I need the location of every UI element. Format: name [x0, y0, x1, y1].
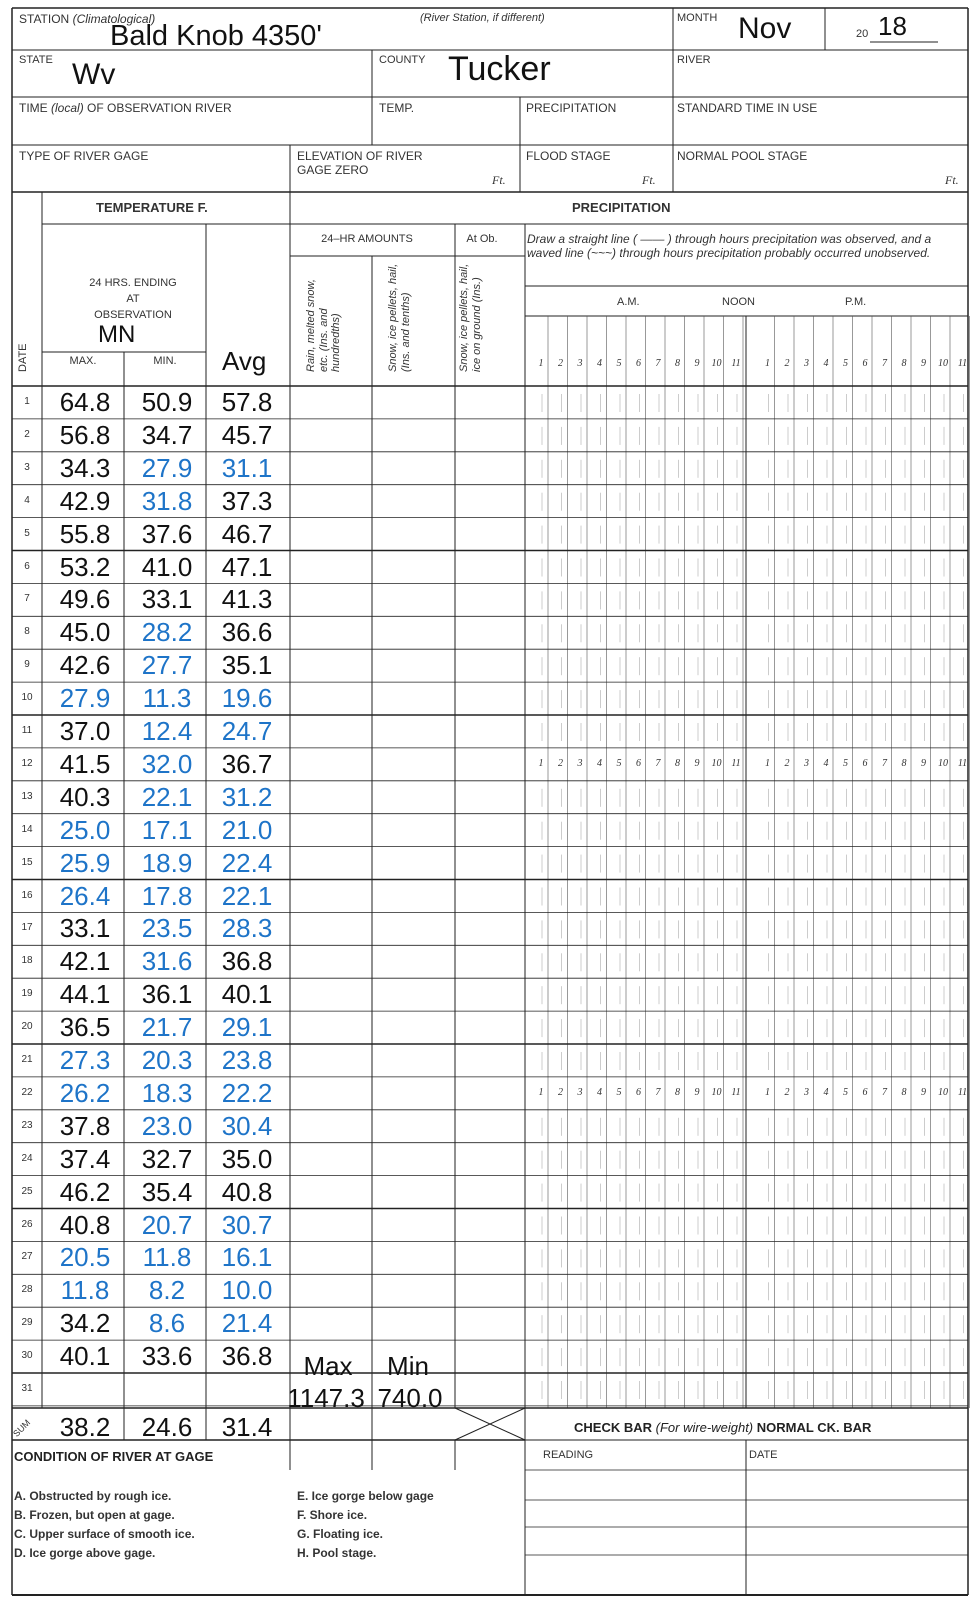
- hour-label-row12-6: 6: [636, 757, 641, 769]
- state-label: STATE: [19, 54, 53, 66]
- temp-label: TEMP.: [379, 101, 415, 115]
- hour-label-row22-19: 8: [901, 1086, 907, 1098]
- row-date-8: 8: [24, 626, 30, 638]
- row-20-max: 36.5: [59, 1012, 111, 1043]
- hour-label-row22-20: 9: [921, 1086, 926, 1098]
- row-date-5: 5: [24, 527, 30, 539]
- row-28-avg: 10.0: [221, 1275, 273, 1306]
- row-2-min: 34.7: [141, 419, 193, 450]
- sum-avg: 31.4: [221, 1412, 273, 1442]
- hour-label-header-18: 7: [882, 358, 887, 369]
- year-value: 18: [878, 11, 907, 41]
- hour-label-header-16: 5: [843, 358, 848, 369]
- row-13-min: 22.1: [141, 781, 193, 812]
- condition-left-0: A. Obstructed by rough ice.: [14, 1489, 172, 1503]
- row-13-avg: 31.2: [221, 781, 273, 812]
- hour-label-row12-5: 5: [616, 757, 622, 769]
- hour-label-header-11: 11: [731, 358, 741, 369]
- row-17-avg: 28.3: [221, 913, 273, 944]
- extra-min-total: 740.0: [377, 1383, 443, 1413]
- hour-label-row12-21: 10: [938, 757, 948, 769]
- row-date-27: 27: [21, 1251, 33, 1263]
- row-1-min: 50.9: [141, 387, 193, 417]
- row-3-avg: 31.1: [221, 452, 273, 483]
- hour-label-row22-6: 6: [636, 1086, 641, 1098]
- row-12-min: 32.0: [141, 748, 193, 779]
- hour-label-header-6: 6: [636, 358, 641, 369]
- hours-ending-3: OBSERVATION: [94, 309, 172, 321]
- hour-label-row22-21: 10: [938, 1086, 948, 1098]
- hour-label-row12-19: 8: [901, 757, 907, 769]
- row-date-26: 26: [21, 1218, 33, 1230]
- row-8-min: 28.2: [141, 617, 193, 648]
- hour-label-header-9: 9: [694, 358, 700, 369]
- row-date-11: 11: [21, 725, 33, 736]
- noon-label: NOON: [722, 296, 755, 308]
- row-date-4: 4: [24, 494, 30, 506]
- hour-label-row12-9: 9: [694, 757, 700, 769]
- row-date-10: 10: [21, 692, 33, 704]
- hour-label-header-4: 4: [597, 358, 602, 369]
- hour-label-row12-22: 11: [957, 757, 968, 769]
- row-25-max: 46.2: [59, 1176, 111, 1207]
- hour-label-row22-15: 4: [823, 1086, 829, 1098]
- row-22-avg: 22.2: [221, 1077, 273, 1108]
- row-24-min: 32.7: [141, 1143, 193, 1174]
- row-date-29: 29: [21, 1317, 33, 1329]
- hour-label-row12-17: 6: [862, 757, 868, 769]
- hour-label-row22-17: 6: [862, 1086, 868, 1098]
- row-29-avg: 21.4: [221, 1308, 273, 1339]
- county-label: COUNTY: [379, 54, 426, 66]
- row-21-max: 27.3: [59, 1045, 111, 1075]
- row-24-avg: 35.0: [221, 1143, 273, 1174]
- row-date-16: 16: [21, 889, 33, 901]
- hour-label-row22-3: 3: [577, 1086, 583, 1098]
- row-4-avg: 37.3: [221, 485, 273, 516]
- row-6-avg: 47.1: [221, 551, 273, 582]
- row-23-min: 23.0: [141, 1110, 193, 1141]
- amounts-label: 24–HR AMOUNTS: [321, 233, 413, 245]
- row-date-24: 24: [21, 1152, 33, 1164]
- hour-label-header-14: 3: [804, 358, 809, 369]
- row-15-min: 18.9: [141, 847, 193, 878]
- hour-label-row22-10: 10: [711, 1086, 722, 1098]
- row-26-max: 40.8: [59, 1209, 111, 1240]
- hour-label-row22-8: 8: [675, 1086, 680, 1098]
- ft-label-2: Ft.: [642, 173, 656, 187]
- standard-time-label: STANDARD TIME IN USE: [677, 101, 818, 115]
- row-12-max: 41.5: [59, 748, 111, 779]
- row-1-avg: 57.8: [221, 387, 273, 417]
- row-18-min: 31.6: [141, 946, 193, 977]
- hour-label-header-3: 3: [577, 358, 583, 369]
- row-22-min: 18.3: [141, 1077, 193, 1108]
- hour-label-row12-16: 5: [843, 757, 848, 769]
- row-19-min: 36.1: [141, 979, 193, 1010]
- hour-label-header-12: 1: [765, 358, 770, 369]
- row-16-max: 26.4: [59, 880, 111, 911]
- reading-label: READING: [543, 1449, 594, 1461]
- row-date-9: 9: [24, 659, 30, 671]
- elevation-label-2: GAGE ZERO: [297, 163, 369, 177]
- row-29-min: 8.6: [148, 1308, 186, 1339]
- row-9-min: 27.7: [141, 650, 193, 681]
- observation-value: MN: [98, 321, 136, 348]
- hour-label-row12-12: 1: [765, 757, 770, 769]
- rain-label: Rain, melted snow, etc. (Ins. and hundredths): [305, 279, 343, 372]
- hour-label-header-17: 6: [862, 358, 868, 369]
- station-value: Bald Knob 4350': [110, 20, 322, 52]
- hour-label-header-22: 11: [957, 358, 968, 369]
- row-26-min: 20.7: [141, 1209, 193, 1240]
- hour-label-row22-16: 5: [843, 1086, 848, 1098]
- check-bar-normal: NORMAL CK. BAR: [756, 1420, 872, 1435]
- hour-label-header-15: 4: [823, 358, 829, 369]
- hour-label-row12-18: 7: [882, 757, 887, 769]
- row-31-avg: [206, 1373, 288, 1405]
- hour-label-row12-15: 4: [823, 757, 829, 769]
- condition-right-1: F. Shore ice.: [297, 1508, 368, 1522]
- condition-right-3: H. Pool stage.: [297, 1546, 377, 1560]
- row-9-max: 42.6: [59, 650, 111, 681]
- row-15-max: 25.9: [59, 847, 111, 878]
- min-label: MIN.: [153, 355, 177, 367]
- elevation-label-1: ELEVATION OF RIVER: [297, 149, 423, 163]
- hour-label-row22-1: 1: [538, 1086, 544, 1098]
- row-date-3: 3: [24, 461, 30, 473]
- row-2-avg: 45.7: [221, 419, 273, 450]
- row-24-max: 37.4: [59, 1143, 111, 1174]
- row-7-avg: 41.3: [221, 584, 273, 615]
- hour-label-row22-2: 2: [558, 1086, 563, 1098]
- row-11-min: 12.4: [141, 716, 193, 746]
- check-bar-heading: [574, 1421, 871, 1434]
- condition-left-1: B. Frozen, but open at gage.: [14, 1508, 175, 1522]
- check-bar-bold: CHECK BAR: [574, 1420, 652, 1435]
- hour-label-row22-9: 9: [694, 1086, 700, 1098]
- time-label-rest: OF OBSERVATION RIVER: [87, 101, 232, 115]
- time-label-text: TIME: [19, 101, 48, 115]
- row-12-avg: 36.7: [221, 748, 273, 779]
- row-9-avg: 35.1: [221, 650, 273, 681]
- time-label: [19, 102, 232, 114]
- footer-date-label: DATE: [749, 1449, 778, 1461]
- row-4-min: 31.8: [141, 485, 193, 516]
- row-20-min: 21.7: [141, 1012, 193, 1043]
- row-date-22: 22: [21, 1086, 33, 1098]
- hour-label-row12-13: 2: [784, 757, 790, 769]
- hour-label-header-19: 8: [901, 358, 907, 369]
- row-31-max: [44, 1373, 126, 1405]
- row-4-max: 42.9: [59, 485, 111, 516]
- max-label: MAX.: [69, 355, 97, 367]
- row-10-min: 11.3: [142, 683, 192, 714]
- row-date-25: 25: [21, 1185, 33, 1197]
- row-5-min: 37.6: [141, 518, 193, 549]
- row-date-17: 17: [21, 922, 33, 934]
- row-date-6: 6: [24, 560, 30, 572]
- row-date-20: 20: [21, 1021, 33, 1033]
- time-label-note: (local): [51, 101, 84, 115]
- row-date-12: 12: [21, 757, 33, 769]
- row-25-avg: 40.8: [221, 1176, 273, 1207]
- row-8-max: 45.0: [59, 617, 111, 648]
- row-20-avg: 29.1: [221, 1012, 273, 1043]
- row-14-max: 25.0: [59, 814, 111, 845]
- ground-label: Snow, ice pellets, hail, ice on ground (Ins.): [458, 263, 483, 372]
- row-3-max: 34.3: [59, 452, 111, 483]
- hour-label-row12-11: 11: [731, 757, 741, 769]
- precipitation-title: PRECIPITATION: [572, 200, 671, 215]
- hour-label-row12-4: 4: [597, 757, 602, 769]
- row-21-avg: 23.8: [221, 1045, 273, 1075]
- station-label-text: STATION: [19, 12, 70, 26]
- condition-title: CONDITION OF RIVER AT GAGE: [14, 1449, 214, 1464]
- row-date-23: 23: [21, 1119, 33, 1131]
- hour-label-header-8: 8: [675, 358, 680, 369]
- row-21-min: 20.3: [141, 1045, 193, 1075]
- river-station-label: (River Station, if different): [420, 12, 545, 24]
- row-15-avg: 22.4: [221, 847, 273, 878]
- row-30-max: 40.1: [59, 1341, 111, 1372]
- row-date-14: 14: [21, 823, 33, 835]
- row-date-2: 2: [24, 428, 30, 440]
- river-gage-label: TYPE OF RIVER GAGE: [19, 149, 149, 163]
- month-label: MONTH: [677, 12, 718, 24]
- row-28-min: 8.2: [148, 1275, 186, 1306]
- hour-label-row22-4: 4: [597, 1086, 602, 1098]
- hour-label-row12-3: 3: [577, 757, 583, 769]
- row-23-avg: 30.4: [221, 1110, 273, 1141]
- temperature-title: TEMPERATURE F.: [96, 200, 208, 215]
- hour-label-header-13: 2: [784, 358, 790, 369]
- sum-max: 38.2: [59, 1412, 111, 1442]
- row-date-13: 13: [21, 790, 33, 802]
- hour-label-header-2: 2: [558, 358, 563, 369]
- row-28-max: 11.8: [60, 1275, 110, 1306]
- sum-label: SUM: [11, 1417, 33, 1439]
- row-8-avg: 36.6: [221, 617, 273, 648]
- hour-label-row12-7: 7: [655, 757, 661, 769]
- hour-label-row22-14: 3: [804, 1086, 809, 1098]
- row-18-avg: 36.8: [221, 946, 273, 977]
- row-17-max: 33.1: [59, 913, 111, 944]
- extra-max-label: Max: [303, 1351, 353, 1381]
- at-ob-label: At Ob.: [466, 233, 498, 245]
- check-bar-note: (For wire-weight): [655, 1420, 754, 1435]
- row-23-max: 37.8: [59, 1110, 111, 1141]
- hour-label-row22-11: 11: [731, 1086, 741, 1098]
- row-18-max: 42.1: [59, 946, 111, 977]
- hour-label-row12-10: 10: [711, 757, 722, 769]
- extra-max-total: 1147.3: [287, 1383, 365, 1413]
- condition-right-0: E. Ice gorge below gage: [297, 1489, 434, 1503]
- flood-stage-label: FLOOD STAGE: [526, 149, 611, 163]
- condition-left-2: C. Upper surface of smooth ice.: [14, 1527, 195, 1541]
- row-2-max: 56.8: [59, 419, 111, 450]
- snow-label: Snow, ice pellets, hail, (Ins. and tenths): [387, 263, 412, 372]
- row-date-15: 15: [21, 856, 33, 868]
- station-label-note: (Climatological): [72, 12, 156, 26]
- row-6-min: 41.0: [141, 551, 193, 582]
- row-22-max: 26.2: [59, 1077, 111, 1108]
- hour-label-header-20: 9: [921, 358, 926, 369]
- row-5-avg: 46.7: [221, 518, 273, 549]
- ft-label-3: Ft.: [945, 173, 959, 187]
- state-value: Wv: [72, 58, 116, 91]
- instructions-text: Draw a straight line ( —— ) through hours precipitation was observed, and a waved line (~~~) through hours precipitation probably occurred unobserved.: [527, 232, 932, 260]
- row-date-28: 28: [21, 1284, 33, 1296]
- row-1-max: 64.8: [59, 387, 111, 417]
- row-3-min: 27.9: [141, 452, 193, 483]
- row-14-avg: 21.0: [221, 814, 273, 845]
- hour-label-header-21: 10: [938, 358, 948, 369]
- normal-pool-label: NORMAL POOL STAGE: [677, 149, 808, 163]
- ft-label-1: Ft.: [492, 173, 506, 187]
- extra-min-label: Min: [387, 1351, 429, 1381]
- row-date-18: 18: [21, 955, 33, 967]
- row-date-7: 7: [24, 593, 30, 605]
- row-16-avg: 22.1: [221, 880, 273, 911]
- hour-label-row22-12: 1: [765, 1086, 770, 1098]
- condition-left-3: D. Ice gorge above gage.: [14, 1546, 156, 1560]
- hour-label-row22-18: 7: [882, 1086, 887, 1098]
- hour-label-row12-2: 2: [558, 757, 563, 769]
- row-7-min: 33.1: [141, 584, 193, 615]
- row-5-max: 55.8: [59, 518, 111, 549]
- row-10-max: 27.9: [59, 683, 111, 714]
- row-13-max: 40.3: [59, 781, 111, 812]
- river-label: RIVER: [677, 54, 711, 66]
- row-6-max: 53.2: [59, 551, 111, 582]
- date-label: DATE: [17, 343, 29, 372]
- row-30-min: 33.6: [141, 1341, 193, 1372]
- hours-ending-1: 24 HRS. ENDING: [89, 277, 177, 289]
- row-27-avg: 16.1: [221, 1242, 273, 1273]
- hour-label-row22-7: 7: [655, 1086, 661, 1098]
- row-date-30: 30: [21, 1350, 33, 1362]
- hour-label-row12-1: 1: [538, 757, 544, 769]
- row-26-avg: 30.7: [221, 1209, 273, 1240]
- row-25-min: 35.4: [141, 1176, 193, 1207]
- row-19-avg: 40.1: [221, 979, 273, 1010]
- row-11-avg: 24.7: [221, 716, 273, 746]
- row-27-min: 11.8: [142, 1242, 192, 1273]
- am-label: A.M.: [617, 296, 640, 308]
- pm-label: P.M.: [845, 296, 867, 308]
- row-30-avg: 36.8: [221, 1341, 273, 1372]
- row-29-max: 34.2: [59, 1308, 111, 1339]
- hours-ending-2: AT: [126, 293, 140, 305]
- row-14-min: 17.1: [141, 814, 193, 845]
- month-value: Nov: [738, 12, 792, 45]
- row-31-min: [126, 1373, 208, 1405]
- row-17-min: 23.5: [141, 913, 193, 944]
- hour-label-row22-5: 5: [616, 1086, 622, 1098]
- precip-label: PRECIPITATION: [526, 101, 617, 115]
- hour-label-row22-13: 2: [784, 1086, 790, 1098]
- avg-label: Avg: [222, 346, 267, 376]
- hour-label-row22-22: 11: [957, 1086, 968, 1098]
- row-7-max: 49.6: [59, 584, 111, 615]
- row-date-21: 21: [21, 1054, 33, 1065]
- row-11-max: 37.0: [59, 716, 111, 746]
- sum-min: 24.6: [141, 1412, 193, 1442]
- hour-label-row12-20: 9: [921, 757, 926, 769]
- hour-label-header-5: 5: [616, 358, 622, 369]
- condition-right-2: G. Floating ice.: [297, 1527, 384, 1541]
- row-date-31: 31: [21, 1383, 33, 1394]
- hour-label-header-10: 10: [711, 358, 722, 369]
- row-date-1: 1: [24, 396, 30, 407]
- hour-label-header-7: 7: [655, 358, 661, 369]
- row-27-max: 20.5: [59, 1242, 111, 1273]
- hour-label-row12-8: 8: [675, 757, 680, 769]
- county-value: Tucker: [448, 50, 551, 88]
- row-10-avg: 19.6: [221, 683, 273, 714]
- row-19-max: 44.1: [59, 979, 111, 1010]
- row-16-min: 17.8: [141, 880, 193, 911]
- year-prefix: 20: [856, 28, 869, 40]
- hour-label-row12-14: 3: [804, 757, 809, 769]
- hour-label-header-1: 1: [538, 358, 544, 369]
- row-date-19: 19: [21, 988, 33, 1000]
